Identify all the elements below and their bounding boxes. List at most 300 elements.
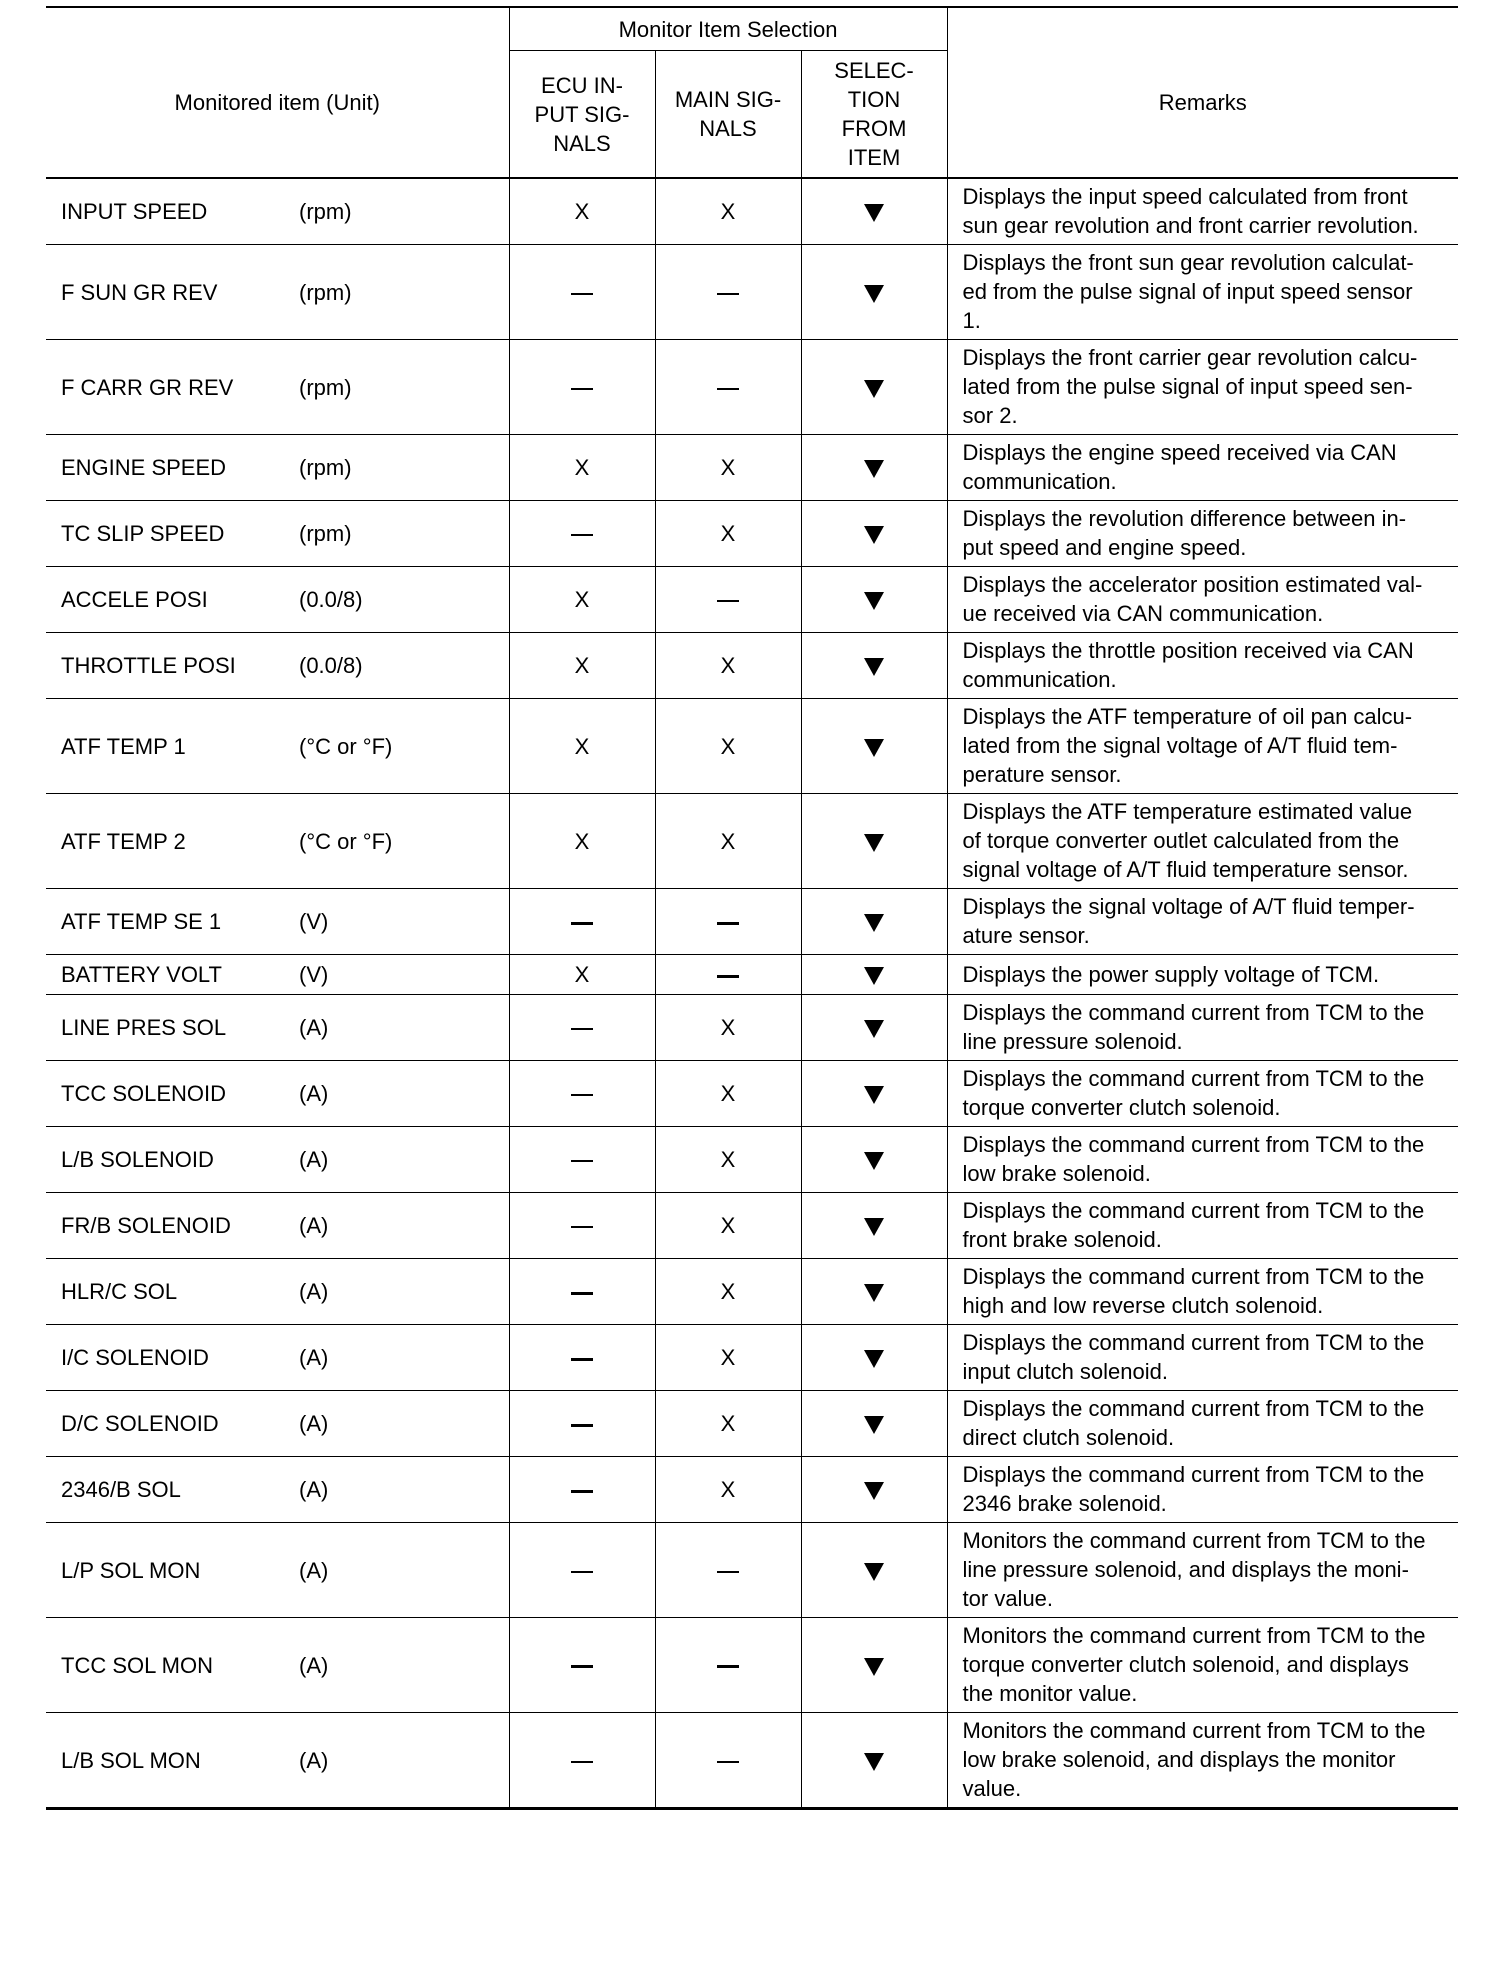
remarks-line: front brake solenoid.	[962, 1227, 1162, 1252]
remarks-cell	[947, 1457, 1458, 1523]
remarks-cell	[947, 1523, 1458, 1618]
ecu-x-mark: X	[574, 199, 590, 224]
main-signals-cell	[655, 1457, 801, 1523]
table-row	[46, 1259, 1458, 1325]
remarks-cell	[947, 699, 1458, 794]
down-triangle-icon	[864, 204, 884, 222]
remarks-line: Displays the command current from TCM to the	[962, 1000, 1425, 1025]
remarks-line: 1.	[962, 308, 981, 333]
table-row	[46, 889, 1458, 955]
item-wrap	[61, 1277, 509, 1306]
main-x-mark: X	[720, 1345, 736, 1370]
table-row	[46, 1523, 1458, 1618]
table-row	[46, 1061, 1458, 1127]
item-wrap	[61, 651, 509, 680]
monitor-item-selection-header: Monitor Item Selection	[509, 7, 947, 51]
down-triangle-icon	[864, 1563, 884, 1581]
ecu-input-signals-cell	[509, 889, 655, 955]
main-x-mark: X	[720, 1015, 736, 1040]
main-x-mark: X	[720, 1213, 736, 1238]
remarks-line: Displays the power supply voltage of TCM.	[962, 961, 1380, 987]
main-x-mark: X	[720, 1279, 736, 1304]
ecu-input-signals-header	[509, 51, 655, 179]
selection-from-item-cell	[801, 245, 947, 340]
item-wrap	[61, 907, 509, 936]
remarks-line: Displays the command current from TCM to the	[962, 1264, 1425, 1289]
main-signals-cell	[655, 699, 801, 794]
monitored-item-cell	[46, 435, 509, 501]
remarks-line: perature sensor.	[962, 762, 1122, 787]
down-triangle-icon	[864, 1086, 884, 1104]
ecu-dash-mark	[571, 1571, 593, 1573]
table-body	[46, 178, 1458, 1809]
item-unit: (rpm)	[299, 521, 352, 546]
selection-from-item-cell	[801, 1325, 947, 1391]
monitored-item-cell	[46, 995, 509, 1061]
table-row	[46, 1127, 1458, 1193]
main-signals-cell	[655, 955, 801, 995]
down-triangle-icon	[864, 592, 884, 610]
ecu-input-signals-cell	[509, 340, 655, 435]
main-signals-cell	[655, 1618, 801, 1713]
ecu-dash-mark	[571, 1028, 593, 1030]
table-row	[46, 794, 1458, 889]
down-triangle-icon	[864, 1218, 884, 1236]
main-signals-cell	[655, 1127, 801, 1193]
remarks-line: Displays the engine speed received via CAN	[962, 440, 1397, 465]
item-unit: (A)	[299, 1015, 329, 1040]
main-signals-cell	[655, 1193, 801, 1259]
ecu-input-signals-cell	[509, 995, 655, 1061]
ecu-dash-mark	[571, 388, 593, 390]
ecu-input-signals-cell	[509, 178, 655, 245]
selection-from-item-cell	[801, 1391, 947, 1457]
selection-from-item-cell	[801, 340, 947, 435]
item-wrap	[61, 197, 509, 226]
remarks-line: low brake solenoid.	[962, 1161, 1151, 1186]
monitored-item-cell	[46, 1259, 509, 1325]
down-triangle-icon	[864, 1416, 884, 1434]
remarks-cell	[947, 995, 1458, 1061]
remarks-line: sun gear revolution and front carrier revolution.	[962, 213, 1419, 238]
ecu-input-signals-cell	[509, 1061, 655, 1127]
remarks-line: Displays the input speed calculated from front	[962, 184, 1408, 209]
item-name: ATF TEMP SE 1	[61, 909, 222, 934]
selection-from-item-cell	[801, 567, 947, 633]
main-signals-cell	[655, 1713, 801, 1809]
ecu-dash-mark	[571, 1665, 593, 1668]
monitored-item-cell	[46, 340, 509, 435]
remarks-line: Displays the front carrier gear revolution calcu-	[962, 345, 1418, 370]
selection-from-item-cell	[801, 178, 947, 245]
remarks-line: lated from the pulse signal of input speed sen-	[962, 374, 1413, 399]
main-x-mark: X	[720, 1411, 736, 1436]
down-triangle-icon	[864, 380, 884, 398]
item-name: INPUT SPEED	[61, 199, 208, 224]
down-triangle-icon	[864, 1152, 884, 1170]
item-wrap	[61, 960, 509, 989]
item-unit: (rpm)	[299, 455, 352, 480]
item-wrap	[61, 1145, 509, 1174]
item-wrap	[61, 1651, 509, 1680]
ecu-input-signals-cell	[509, 1618, 655, 1713]
monitored-item-cell	[46, 1618, 509, 1713]
monitored-item-cell	[46, 1061, 509, 1127]
monitored-item-cell	[46, 699, 509, 794]
selection-from-item-cell	[801, 633, 947, 699]
item-name: I/C SOLENOID	[61, 1345, 209, 1370]
down-triangle-icon	[864, 1658, 884, 1676]
monitored-item-cell	[46, 955, 509, 995]
table-row	[46, 1325, 1458, 1391]
main-dash-mark	[717, 600, 739, 602]
item-wrap	[61, 1475, 509, 1504]
main-signals-cell	[655, 245, 801, 340]
selection-from-item-cell	[801, 1457, 947, 1523]
remarks-line: Displays the command current from TCM to the	[962, 1066, 1425, 1091]
remarks-cell	[947, 567, 1458, 633]
table-row	[46, 633, 1458, 699]
remarks-line: value.	[962, 1776, 1022, 1801]
monitored-item-cell	[46, 1127, 509, 1193]
down-triangle-icon	[864, 967, 884, 985]
remarks-cell	[947, 501, 1458, 567]
item-name: 2346/B SOL	[61, 1477, 181, 1502]
table-row	[46, 245, 1458, 340]
remarks-line: Displays the signal voltage of A/T fluid temper-	[962, 894, 1415, 919]
item-name: TCC SOLENOID	[61, 1081, 227, 1106]
down-triangle-icon	[864, 1482, 884, 1500]
ecu-input-signals-cell	[509, 1193, 655, 1259]
main-dash-mark	[717, 388, 739, 390]
remarks-line: ed from the pulse signal of input speed sensor	[962, 279, 1413, 304]
remarks-line: Displays the command current from TCM to the	[962, 1198, 1425, 1223]
remarks-line: Displays the revolution difference between in-	[962, 506, 1407, 531]
ecu-input-signals-cell	[509, 794, 655, 889]
remarks-line: Displays the ATF temperature of oil pan calcu-	[962, 704, 1413, 729]
monitored-item-cell	[46, 889, 509, 955]
ecu-input-signals-cell	[509, 1391, 655, 1457]
remarks-cell	[947, 1259, 1458, 1325]
main-x-mark: X	[720, 521, 736, 546]
table-row	[46, 699, 1458, 794]
remarks-line: of torque converter outlet calculated from the	[962, 828, 1400, 853]
selection-from-item-cell	[801, 1259, 947, 1325]
ecu-header-line: ECU IN-	[541, 72, 623, 98]
main-dash-mark	[717, 1761, 739, 1763]
ecu-dash-mark	[571, 293, 593, 295]
remarks-cell	[947, 1127, 1458, 1193]
table-row	[46, 1193, 1458, 1259]
item-name: ATF TEMP 2	[61, 828, 186, 854]
down-triangle-icon	[864, 285, 884, 303]
item-wrap	[61, 453, 509, 482]
selection-from-item-cell	[801, 1127, 947, 1193]
monitored-item-cell	[46, 633, 509, 699]
item-wrap	[61, 373, 509, 402]
remarks-cell	[947, 1193, 1458, 1259]
main-x-mark: X	[720, 828, 736, 854]
table-row	[46, 567, 1458, 633]
remarks-line: Displays the accelerator position estimated val-	[962, 572, 1423, 597]
main-header-line: MAIN SIG-	[674, 87, 782, 112]
table-row	[46, 1713, 1458, 1809]
ecu-input-signals-cell	[509, 435, 655, 501]
item-name: ENGINE SPEED	[61, 455, 227, 480]
remarks-line: the monitor value.	[962, 1681, 1138, 1706]
ecu-x-mark: X	[574, 653, 590, 678]
ecu-dash-mark	[571, 1094, 593, 1096]
selection-header-line: TION	[847, 87, 901, 112]
ecu-x-mark: X	[574, 828, 590, 854]
selection-from-item-cell	[801, 1193, 947, 1259]
remarks-cell	[947, 633, 1458, 699]
remarks-line: low brake solenoid, and displays the monitor	[962, 1747, 1396, 1772]
item-unit: (A)	[299, 1147, 329, 1172]
remarks-line: Displays the front sun gear revolution calculat-	[962, 250, 1414, 275]
item-name: BATTERY VOLT	[61, 962, 222, 987]
remarks-line: Monitors the command current from TCM to the	[962, 1528, 1426, 1553]
table-row	[46, 178, 1458, 245]
ecu-dash-mark	[571, 534, 593, 536]
item-unit: (A)	[299, 1652, 329, 1678]
selection-from-item-cell	[801, 794, 947, 889]
remarks-header: Remarks	[947, 7, 1458, 178]
item-unit: (0.0/8)	[299, 653, 363, 678]
item-wrap	[61, 519, 509, 548]
ecu-input-signals-cell	[509, 567, 655, 633]
table-row	[46, 501, 1458, 567]
ecu-x-mark: X	[574, 587, 590, 612]
item-name: ATF TEMP 1	[61, 733, 186, 759]
monitored-item-cell	[46, 178, 509, 245]
monitored-item-cell	[46, 1457, 509, 1523]
item-wrap	[61, 1211, 509, 1240]
ecu-input-signals-cell	[509, 1457, 655, 1523]
item-name: D/C SOLENOID	[61, 1411, 219, 1436]
remarks-cell	[947, 435, 1458, 501]
main-signals-cell	[655, 178, 801, 245]
main-signals-cell	[655, 1391, 801, 1457]
table-row	[46, 340, 1458, 435]
remarks-line: lated from the signal voltage of A/T fluid tem-	[962, 733, 1398, 758]
ecu-input-signals-cell	[509, 1325, 655, 1391]
item-wrap	[61, 1343, 509, 1372]
ecu-dash-mark	[571, 922, 593, 925]
item-unit: (V)	[299, 962, 329, 987]
selection-from-item-cell	[801, 1061, 947, 1127]
item-wrap	[61, 585, 509, 614]
main-dash-mark	[717, 922, 739, 925]
main-header-line: NALS	[699, 116, 757, 141]
remarks-cell	[947, 245, 1458, 340]
remarks-cell	[947, 955, 1458, 995]
item-name: ACCELE POSI	[61, 587, 208, 612]
remarks-cell	[947, 1325, 1458, 1391]
selection-header-line: SELEC-	[834, 58, 914, 83]
ecu-dash-mark	[571, 1160, 593, 1162]
monitored-item-cell	[46, 567, 509, 633]
main-dash-mark	[717, 1665, 739, 1668]
main-signals-cell	[655, 340, 801, 435]
ecu-dash-mark	[571, 1490, 593, 1493]
ecu-header-line: NALS	[553, 130, 611, 156]
item-name: F SUN GR REV	[61, 279, 218, 305]
ecu-dash-mark	[571, 1761, 593, 1763]
ecu-dash-mark	[571, 1424, 593, 1427]
selection-from-item-cell	[801, 501, 947, 567]
main-x-mark: X	[720, 1147, 736, 1172]
item-name: L/B SOL MON	[61, 1747, 201, 1773]
down-triangle-icon	[864, 658, 884, 676]
remarks-cell	[947, 1391, 1458, 1457]
selection-from-item-cell	[801, 1618, 947, 1713]
selection-header-line: ITEM	[847, 145, 901, 170]
down-triangle-icon	[864, 834, 884, 852]
selection-from-item-cell	[801, 1523, 947, 1618]
remarks-line: input clutch solenoid.	[962, 1359, 1168, 1384]
down-triangle-icon	[864, 1020, 884, 1038]
main-signals-cell	[655, 1259, 801, 1325]
monitored-item-cell	[46, 794, 509, 889]
item-name: TCC SOL MON	[61, 1652, 213, 1678]
main-signals-cell	[655, 995, 801, 1061]
monitor-item-table	[46, 6, 1458, 1810]
remarks-cell	[947, 1061, 1458, 1127]
item-unit: (V)	[299, 909, 329, 934]
ecu-input-signals-cell	[509, 501, 655, 567]
down-triangle-icon	[864, 526, 884, 544]
main-x-mark: X	[720, 733, 736, 759]
ecu-dash-mark	[571, 1226, 593, 1228]
item-wrap	[61, 1746, 509, 1775]
ecu-x-mark: X	[574, 962, 590, 987]
ecu-input-signals-cell	[509, 245, 655, 340]
item-unit: (A)	[299, 1345, 329, 1370]
remarks-line: direct clutch solenoid.	[962, 1425, 1175, 1450]
monitored-item-cell	[46, 1325, 509, 1391]
remarks-cell	[947, 889, 1458, 955]
monitored-item-cell	[46, 1391, 509, 1457]
item-wrap	[61, 278, 509, 307]
remarks-line: Displays the command current from TCM to the	[962, 1396, 1425, 1421]
remarks-line: Displays the command current from TCM to the	[962, 1330, 1425, 1355]
monitored-item-cell	[46, 1193, 509, 1259]
ecu-dash-mark	[571, 1292, 593, 1295]
item-unit: (A)	[299, 1747, 329, 1773]
ecu-input-signals-cell	[509, 1523, 655, 1618]
main-dash-mark	[717, 293, 739, 295]
monitored-item-cell	[46, 1523, 509, 1618]
item-name: L/P SOL MON	[61, 1557, 201, 1583]
main-dash-mark	[717, 975, 739, 978]
table-row	[46, 1391, 1458, 1457]
ecu-input-signals-cell	[509, 633, 655, 699]
item-name: THROTTLE POSI	[61, 653, 236, 678]
remarks-line: Displays the command current from TCM to the	[962, 1132, 1425, 1157]
item-wrap	[61, 1079, 509, 1108]
remarks-line: line pressure solenoid.	[962, 1029, 1183, 1054]
item-name: F CARR GR REV	[61, 374, 234, 400]
item-wrap	[61, 827, 509, 856]
main-signals-cell	[655, 501, 801, 567]
remarks-line: torque converter clutch solenoid.	[962, 1095, 1281, 1120]
main-signals-cell	[655, 1523, 801, 1618]
item-unit: (rpm)	[299, 279, 352, 305]
main-x-mark: X	[720, 455, 736, 480]
ecu-input-signals-cell	[509, 699, 655, 794]
remarks-line: high and low reverse clutch solenoid.	[962, 1293, 1324, 1318]
selection-from-item-cell	[801, 955, 947, 995]
ecu-input-signals-cell	[509, 1127, 655, 1193]
down-triangle-icon	[864, 914, 884, 932]
item-unit: (rpm)	[299, 199, 352, 224]
down-triangle-icon	[864, 739, 884, 757]
selection-from-item-cell	[801, 435, 947, 501]
ecu-header-line: PUT SIG-	[534, 101, 630, 127]
ecu-x-mark: X	[574, 733, 590, 759]
remarks-line: put speed and engine speed.	[962, 535, 1247, 560]
item-unit: (°C or °F)	[299, 828, 393, 854]
down-triangle-icon	[864, 1350, 884, 1368]
monitored-item-cell	[46, 245, 509, 340]
main-signals-header	[655, 51, 801, 179]
main-signals-cell	[655, 1325, 801, 1391]
remarks-line: Monitors the command current from TCM to the	[962, 1623, 1426, 1648]
remarks-line: Monitors the command current from TCM to the	[962, 1718, 1426, 1743]
remarks-line: ature sensor.	[962, 923, 1090, 948]
item-name: LINE PRES SOL	[61, 1015, 227, 1040]
monitored-item-header: Monitored item (Unit)	[46, 7, 509, 178]
item-wrap	[61, 1013, 509, 1042]
table-row	[46, 1457, 1458, 1523]
item-unit: (A)	[299, 1213, 329, 1238]
item-wrap	[61, 1409, 509, 1438]
main-signals-cell	[655, 1061, 801, 1127]
item-unit: (A)	[299, 1557, 329, 1583]
selection-from-item-cell	[801, 1713, 947, 1809]
remarks-line: Displays the ATF temperature estimated value	[962, 799, 1413, 824]
item-name: TC SLIP SPEED	[61, 521, 225, 546]
table-row	[46, 995, 1458, 1061]
monitored-item-cell	[46, 1713, 509, 1809]
down-triangle-icon	[864, 460, 884, 478]
item-name: FR/B SOLENOID	[61, 1213, 231, 1238]
remarks-cell	[947, 794, 1458, 889]
remarks-line: sor 2.	[962, 403, 1018, 428]
main-x-mark: X	[720, 199, 736, 224]
selection-from-item-cell	[801, 699, 947, 794]
selection-header-line: FROM	[841, 116, 907, 141]
remarks-line: 2346 brake solenoid.	[962, 1491, 1167, 1516]
item-unit: (A)	[299, 1081, 329, 1106]
table-row	[46, 1618, 1458, 1713]
main-x-mark: X	[720, 1477, 736, 1502]
remarks-cell	[947, 178, 1458, 245]
main-x-mark: X	[720, 1081, 736, 1106]
item-unit: (°C or °F)	[299, 733, 393, 759]
selection-from-item-cell	[801, 995, 947, 1061]
remarks-line: communication.	[962, 469, 1117, 494]
ecu-dash-mark	[571, 1358, 593, 1361]
main-signals-cell	[655, 567, 801, 633]
remarks-cell	[947, 340, 1458, 435]
item-unit: (rpm)	[299, 374, 352, 400]
selection-from-item-cell	[801, 889, 947, 955]
ecu-input-signals-cell	[509, 955, 655, 995]
remarks-line: Displays the throttle position received via CAN	[962, 638, 1414, 663]
item-wrap	[61, 1556, 509, 1585]
